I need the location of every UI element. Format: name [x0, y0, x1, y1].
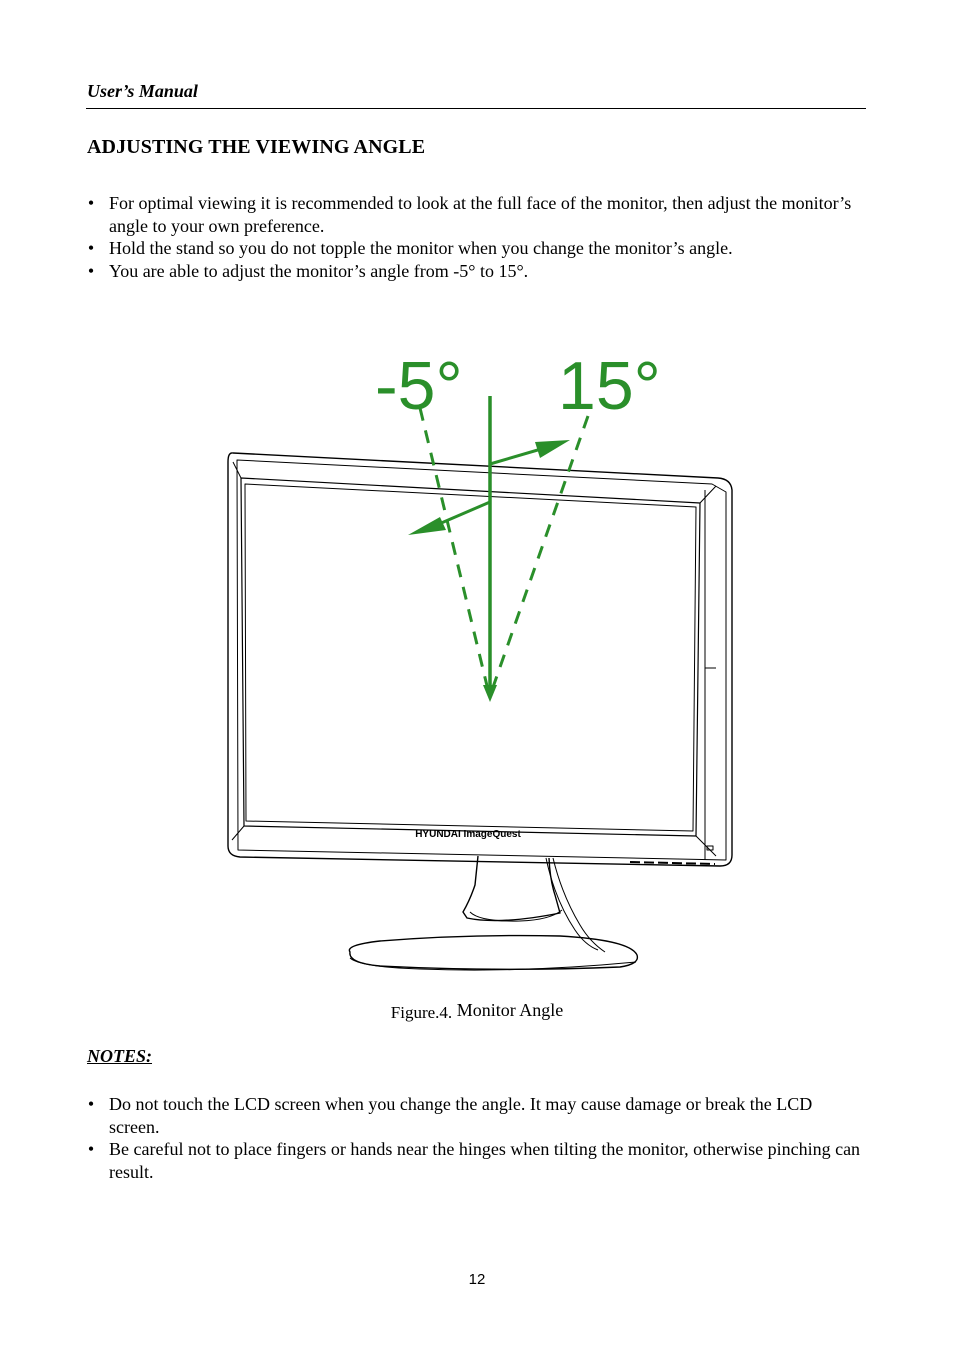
angle-positive-label: 15° — [558, 348, 661, 424]
figure-number: Figure.4. — [390, 1003, 453, 1022]
monitor-drawing — [220, 345, 740, 975]
list-item — [86, 1093, 866, 1138]
list-item — [86, 260, 866, 283]
list-item — [86, 237, 866, 260]
notes-heading: NOTES: — [87, 1046, 153, 1066]
running-header: User’s Manual — [87, 81, 198, 101]
intro-bullet-list — [86, 192, 866, 282]
page-number: 12 — [468, 1271, 486, 1288]
bullet-text: Be careful not to place fingers or hands near the hinges when tilting the monitor, otherwise pinching can result. — [109, 1139, 861, 1182]
down-arrow-icon — [483, 685, 497, 702]
bullet-text: Do not touch the LCD screen when you change the angle. It may cause damage or break the LCD screen. — [109, 1094, 813, 1137]
header-rule — [86, 108, 866, 109]
bullet-text: Hold the stand so you do not topple the monitor when you change the monitor’s angle. — [109, 238, 733, 258]
tilt-back-arrow-icon — [535, 440, 570, 458]
bullet-icon: • — [87, 193, 95, 213]
angle-negative-label: -5° — [375, 348, 463, 424]
figure-caption-text: Monitor Angle — [456, 1000, 564, 1020]
bullet-icon: • — [87, 1094, 95, 1114]
list-item — [86, 1138, 866, 1183]
bullet-icon: • — [87, 260, 95, 281]
bullet-icon: • — [87, 1139, 95, 1159]
section-title: ADJUSTING THE VIEWING ANGLE — [87, 136, 426, 158]
notes-bullet-list — [86, 1093, 866, 1183]
bullet-text: For optimal viewing it is recommended to look at the full face of the monitor, then adjust the monitor’s angle to your own preference. — [109, 193, 852, 236]
figure-caption — [0, 1000, 954, 1021]
bullet-text: You are able to adjust the monitor’s angle from -5° to 15°. — [109, 260, 529, 281]
tilt-forward-arrow-icon — [408, 517, 446, 535]
brand-logo: HYUNDAI ImageQuest — [415, 829, 521, 840]
bullet-icon: • — [87, 238, 95, 258]
monitor-angle-figure — [220, 345, 740, 975]
list-item — [86, 192, 866, 237]
